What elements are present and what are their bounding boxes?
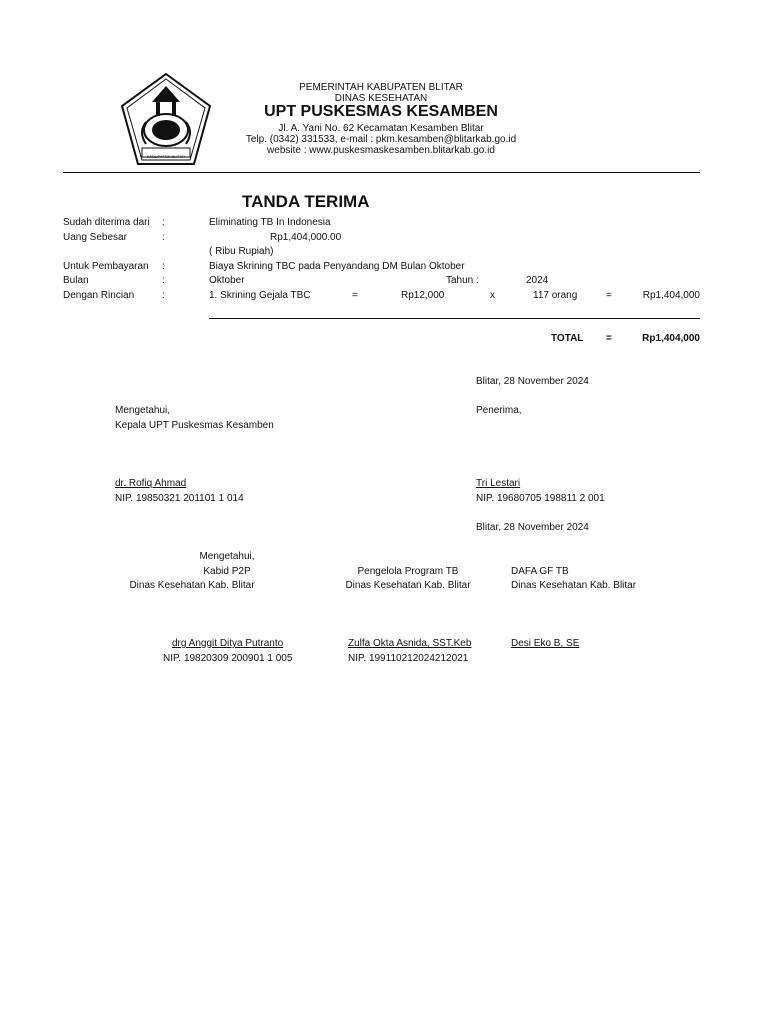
- website: website : www.puskesmaskesamben.blitarkab.go.id: [267, 145, 495, 156]
- purpose-value: Biaya Skrining TBC pada Penyandang DM Bulan Oktober: [209, 261, 465, 272]
- emblem-caption: KABUPATEN BLITAR: [146, 154, 186, 159]
- government-name: PEMERINTAH KABUPATEN BLITAR: [299, 82, 463, 93]
- tb-manager-office: Dinas Kesehatan Kab. Blitar: [345, 580, 471, 591]
- purpose-label: Untuk Pembayaran: [63, 261, 149, 272]
- from-colon: :: [162, 217, 165, 228]
- year-label: Tahun :: [446, 275, 479, 286]
- amount-colon: :: [162, 232, 165, 243]
- detail-subtotal: Rp1,404,000: [642, 290, 700, 301]
- head-position: Kepala UPT Puskesmas Kesamben: [115, 420, 274, 431]
- tb-manager-name: Zulfa Okta Asnida, SST.Keb: [348, 638, 472, 649]
- amount-value: Rp1,404,000.00: [270, 232, 342, 243]
- from-label: Sudah diterima dari: [63, 217, 150, 228]
- dafa-office: Dinas Kesehatan Kab. Blitar: [511, 580, 637, 591]
- receiver-nip: NIP. 19680705 198811 2 001: [476, 493, 605, 504]
- total-equals: =: [606, 333, 612, 344]
- receiver-title: Penerima,: [476, 405, 522, 416]
- p2p-office: Dinas Kesehatan Kab. Blitar: [129, 580, 255, 591]
- tb-manager-position: Pengelola Program TB: [357, 566, 459, 577]
- p2p-nip: NIP. 19820309 200901 1 005: [163, 653, 293, 664]
- p2p-acknowledge: Mengetahui,: [199, 551, 255, 562]
- total-value: Rp1,404,000: [642, 333, 700, 344]
- receiver-name: Tri Lestari: [476, 478, 521, 489]
- from-value: Eliminating TB In Indonesia: [209, 217, 331, 228]
- month-label: Bulan: [63, 275, 89, 286]
- month-colon: :: [162, 275, 165, 286]
- signing-date-2: Blitar, 28 November 2024: [476, 522, 589, 533]
- month-value: Oktober: [209, 275, 245, 286]
- year-value: 2024: [526, 275, 549, 286]
- detail-equals: =: [352, 290, 358, 301]
- institution-name: UPT PUSKESMAS KESAMBEN: [264, 103, 498, 120]
- head-name: dr. Rofiq Ahmad: [115, 478, 187, 489]
- total-label: TOTAL: [551, 333, 584, 344]
- dafa-position: DAFA GF TB: [511, 566, 569, 577]
- tb-manager-nip: NIP. 199110212024212021: [348, 653, 469, 664]
- signing-date: Blitar, 28 November 2024: [476, 376, 589, 387]
- detail-divider: [209, 318, 700, 319]
- amount-words: ( Ribu Rupiah): [209, 246, 274, 257]
- contact: Telp. (0342) 331533, e-mail : pkm.kesamben@blitarkab.go.id: [245, 134, 517, 145]
- dafa-name: Desi Eko B, SE: [511, 638, 580, 649]
- address: Jl. A. Yani No. 62 Kecamatan Kesamben Blitar: [278, 123, 484, 134]
- detail-item: 1. Skrining Gejala TBC: [209, 290, 311, 301]
- head-acknowledge: Mengetahui,: [115, 405, 171, 416]
- detail-colon: :: [162, 290, 165, 301]
- detail-equals-2: =: [606, 290, 612, 301]
- detail-qty: 117 orang: [533, 290, 578, 301]
- amount-label: Uang Sebesar: [63, 232, 127, 243]
- header-divider: [63, 172, 700, 173]
- detail-label: Dengan Rincian: [63, 290, 135, 301]
- detail-times: x: [490, 290, 495, 301]
- department-name: DINAS KESEHATAN: [334, 93, 428, 104]
- p2p-name: drg Anggit Ditya Putranto: [172, 638, 284, 649]
- p2p-position: Kabid P2P: [203, 566, 251, 577]
- head-nip: NIP. 19850321 201101 1 014: [115, 493, 244, 504]
- detail-price: Rp12,000: [401, 290, 445, 301]
- purpose-colon: :: [162, 261, 165, 272]
- document-title: TANDA TERIMA: [242, 192, 370, 211]
